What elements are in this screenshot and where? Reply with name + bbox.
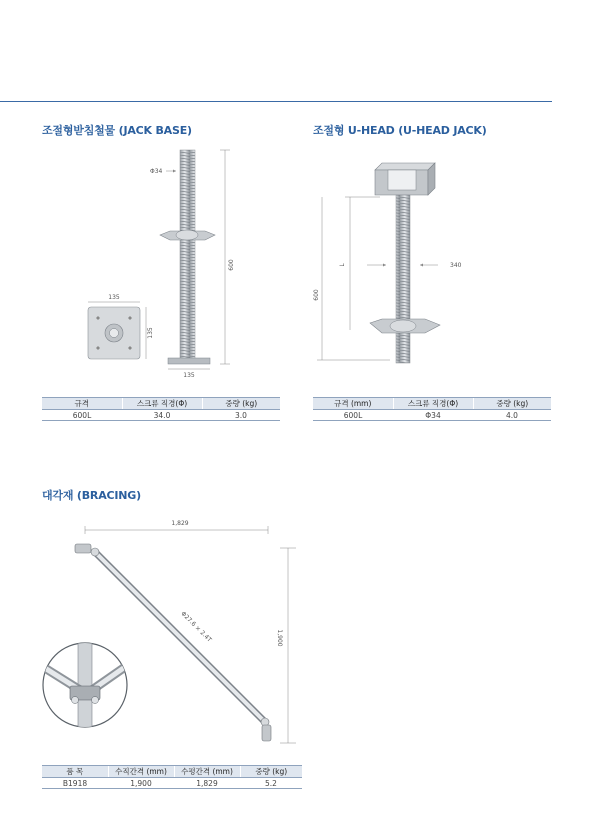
u-head-diameter-label: 340	[450, 262, 462, 269]
u-head-spec-table	[313, 397, 551, 421]
u-head-col-diameter: 스크류 직경(Φ)	[393, 398, 473, 410]
jack-base-col-diameter: 스크류 직경(Φ)	[122, 398, 202, 410]
bracing-col-vertical: 수직간격 (mm)	[108, 766, 174, 778]
u-head-cell-diameter: Φ34	[393, 410, 473, 421]
bracing-col-horizontal: 수평간격 (mm)	[174, 766, 240, 778]
u-head-length-label: L	[339, 263, 346, 267]
jack-base-figure	[70, 140, 260, 380]
jack-base-title: 조절형받침철물 (JACK BASE)	[42, 124, 192, 137]
jack-base-bottom-width-label: 135	[183, 372, 195, 379]
u-head-height-label: 600	[313, 289, 320, 301]
jack-base-plate-top-width-label: 135	[108, 294, 120, 301]
jack-base-cell-spec: 600L	[42, 410, 122, 421]
jack-base-plate	[168, 358, 210, 364]
jack-base-cell-diameter: 34.0	[122, 410, 202, 421]
bracing-spec-table	[42, 765, 302, 789]
jack-base-screw-rod	[180, 150, 195, 360]
bracing-detail-circle	[40, 640, 135, 730]
bracing-figure	[40, 510, 300, 750]
u-head-col-weight: 중량 (kg)	[473, 398, 551, 410]
bracing-bottom-clamp	[261, 718, 271, 741]
u-head-cell-weight: 4.0	[473, 410, 551, 421]
jack-base-diameter-label: Φ34	[150, 168, 163, 175]
bracing-cell-weight: 5.2	[240, 778, 302, 789]
bracing-top-clamp	[75, 544, 99, 556]
bracing-cell-vertical: 1,900	[108, 778, 174, 789]
bracing-cell-item: B1918	[42, 778, 108, 789]
jack-base-cell-weight: 3.0	[202, 410, 280, 421]
u-head-figure	[310, 155, 520, 370]
jack-base-col-spec: 규격	[42, 398, 122, 410]
u-head-col-spec: 규격 (mm)	[313, 398, 393, 410]
bracing-pipe-label: Φ27.6 × 2.4T	[179, 610, 213, 644]
top-divider	[0, 101, 552, 102]
bracing-horizontal-label: 1,829	[171, 520, 189, 527]
bracing-vertical-label: 1,900	[276, 629, 283, 647]
u-head-title: 조절형 U-HEAD (U-HEAD JACK)	[313, 124, 487, 137]
bracing-col-item: 품 목	[42, 766, 108, 778]
bracing-title: 대각재 (BRACING)	[42, 489, 141, 502]
jack-base-col-weight: 중량 (kg)	[202, 398, 280, 410]
bracing-col-weight: 중량 (kg)	[240, 766, 302, 778]
u-head-cell-spec: 600L	[313, 410, 393, 421]
jack-base-height-label: 600	[228, 259, 235, 271]
jack-base-spec-table	[42, 397, 280, 421]
jack-base-plate-height-label: 135	[147, 327, 154, 339]
bracing-cell-horizontal: 1,829	[174, 778, 240, 789]
u-head-screw-rod	[396, 195, 410, 363]
